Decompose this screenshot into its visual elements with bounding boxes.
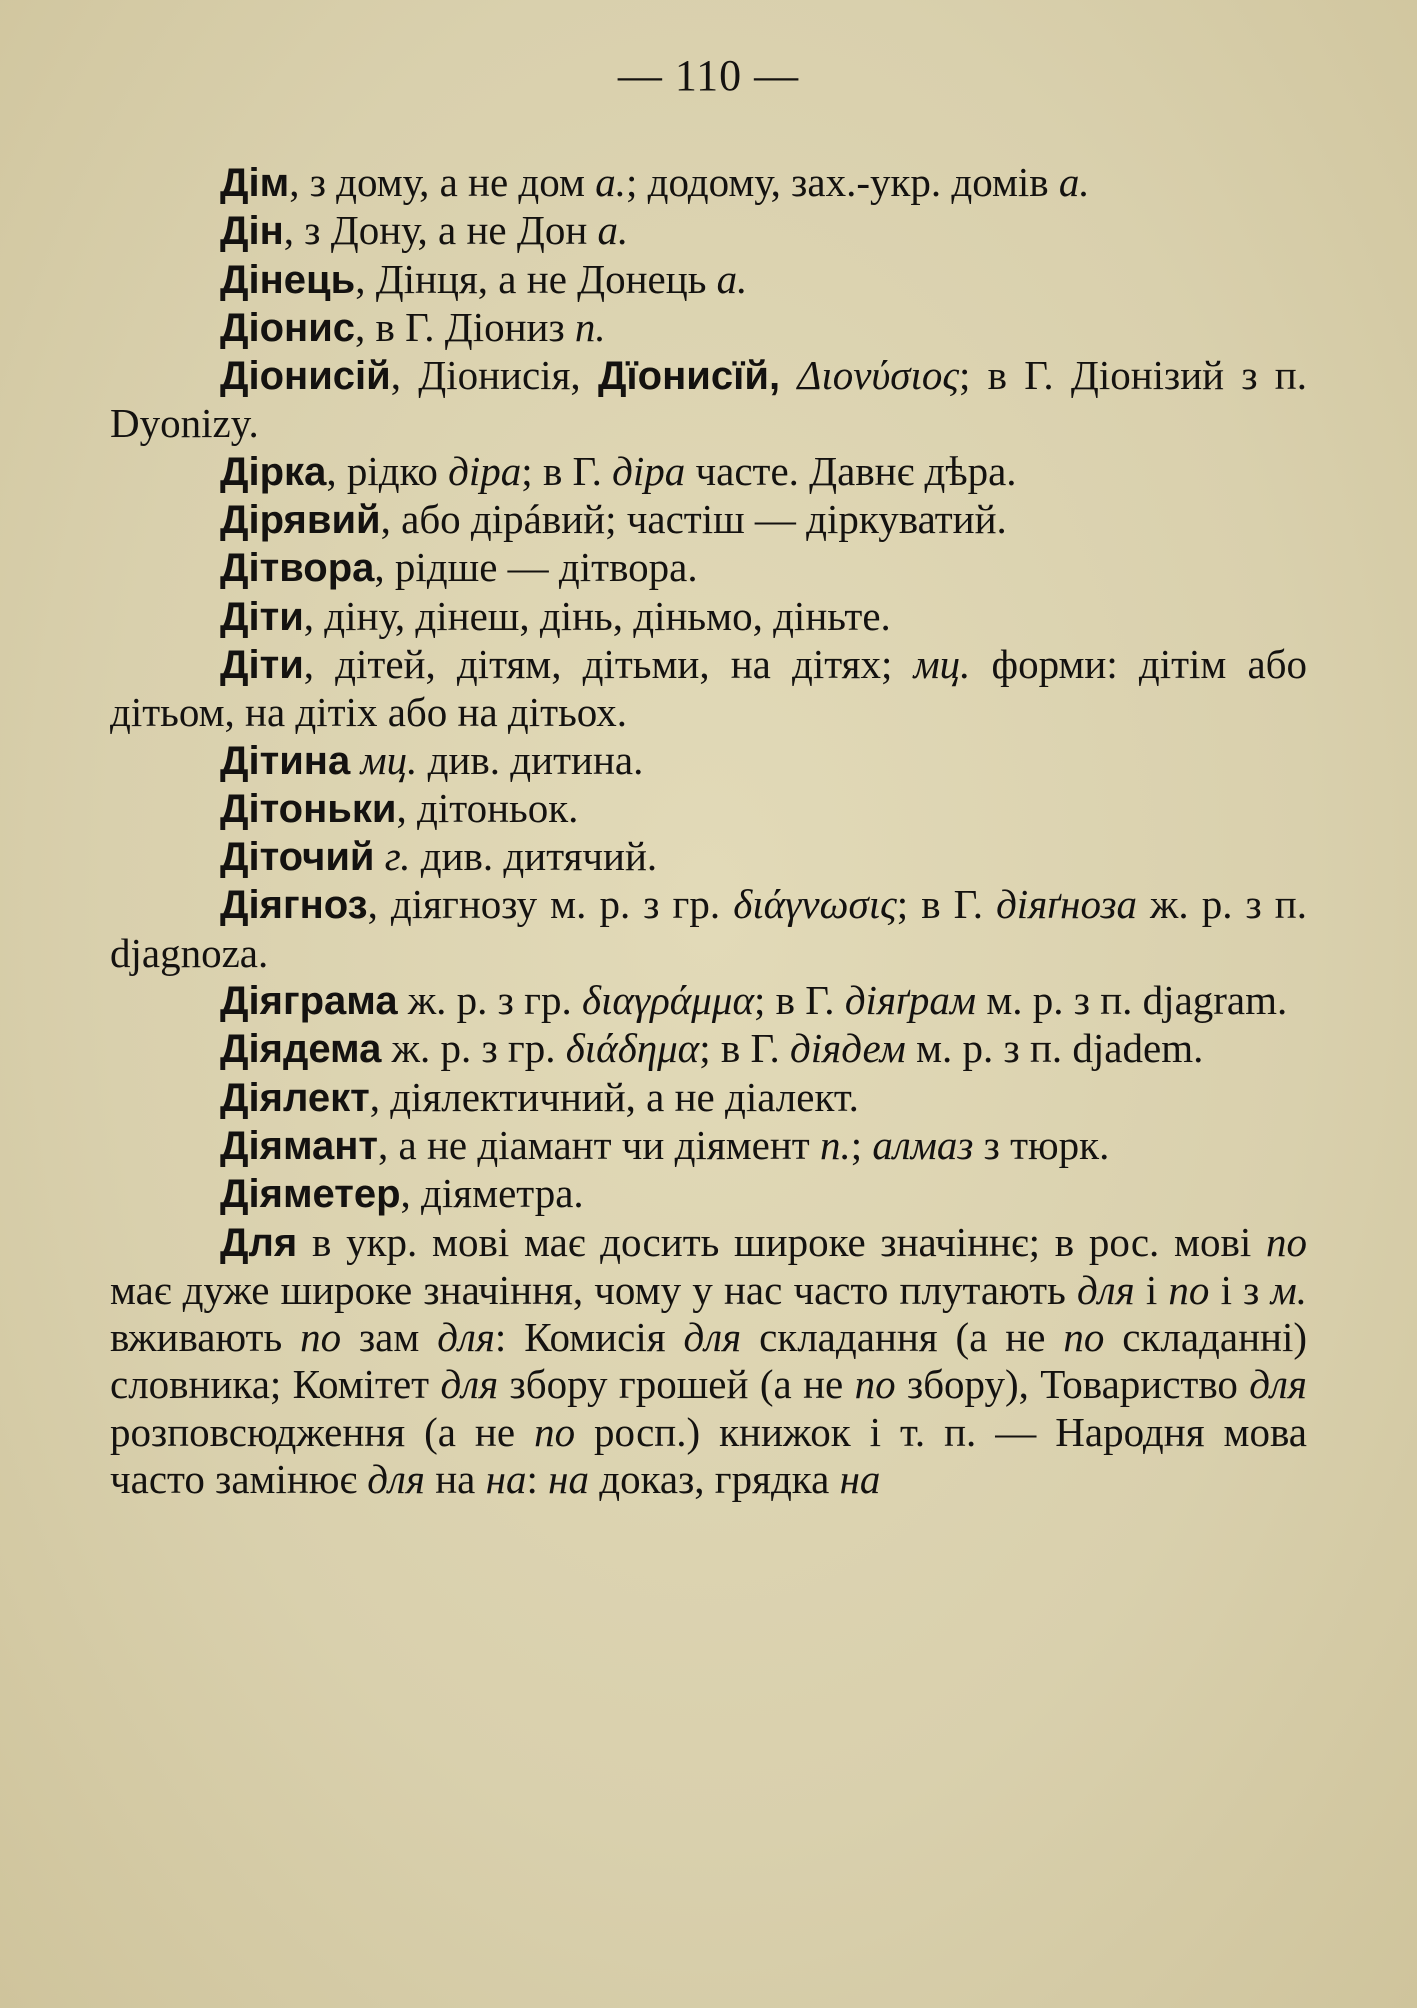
entry-text bbox=[780, 352, 797, 398]
entry-text: , з дому, а не дом bbox=[289, 159, 596, 205]
entry-text: доказ, грядка bbox=[588, 1456, 840, 1503]
italic-term: а. bbox=[1058, 159, 1090, 205]
dictionary-entry bbox=[110, 1170, 1307, 1218]
italic-term: для bbox=[683, 1314, 742, 1361]
entry-headword: Діти bbox=[220, 642, 304, 687]
entry-text: , дітей, дітям, дітьми, на дітях; bbox=[303, 640, 914, 687]
dictionary-entry bbox=[110, 593, 1307, 641]
entry-text: часте. Давнє дѣра. bbox=[685, 447, 1017, 494]
italic-term: п. bbox=[574, 303, 606, 350]
entry-text: , діялектичний, а не діалект. bbox=[369, 1073, 859, 1120]
entry-headword: Діонис bbox=[220, 305, 356, 350]
italic-term: по bbox=[534, 1408, 576, 1455]
dictionary-entry bbox=[110, 1074, 1307, 1122]
entry-text: ; в Г. bbox=[699, 1025, 791, 1072]
entry-headword: Дін bbox=[220, 209, 284, 254]
italic-term: діядем bbox=[790, 1025, 906, 1072]
dictionary-entry bbox=[110, 448, 1307, 496]
entry-text: , діяметра. bbox=[400, 1170, 584, 1217]
italic-term: діяґноза bbox=[996, 881, 1137, 928]
entry-text: складанні) словника; Комітет bbox=[110, 1314, 1308, 1408]
entry-text: ; в Г. Діонізий з п. Dyonizy. bbox=[110, 352, 1307, 447]
entry-text: див. дитячий. bbox=[410, 833, 658, 880]
italic-term: по bbox=[1168, 1266, 1210, 1313]
italic-term: для bbox=[440, 1361, 499, 1408]
dictionary-entry bbox=[110, 785, 1307, 833]
entry-text: ж. р. з гр. bbox=[381, 1025, 566, 1072]
entry-text: на bbox=[424, 1456, 486, 1503]
italic-term: διαγράμμα bbox=[581, 977, 754, 1024]
entry-text: ж. р. з гр. bbox=[397, 977, 582, 1024]
dictionary-entry bbox=[110, 1122, 1307, 1170]
entry-headword: Діонисій bbox=[220, 354, 391, 399]
italic-term: для bbox=[367, 1456, 425, 1503]
entry-text: в укр. мові має досить широке значіннє; в рос. мові bbox=[297, 1218, 1266, 1265]
italic-term: мц. bbox=[360, 736, 418, 783]
entry-text: має дуже широке значіння, чому у нас часто плутають bbox=[110, 1266, 1077, 1313]
entry-text: : Комисія bbox=[494, 1314, 684, 1361]
entry-headword: Дітина bbox=[220, 738, 351, 783]
bold-variant: Дїонисїй, bbox=[597, 354, 781, 399]
entry-text: вживають bbox=[110, 1314, 301, 1361]
dictionary-entry bbox=[110, 977, 1307, 1025]
entry-text: , Дінця, а не Донець bbox=[355, 255, 717, 302]
italic-term: а. bbox=[716, 255, 748, 302]
italic-term: по bbox=[1266, 1218, 1307, 1265]
italic-term: διάδημα bbox=[565, 1025, 700, 1072]
entry-text: , рідше — дітвора. bbox=[374, 544, 698, 591]
entry-text bbox=[375, 833, 385, 879]
italic-term: Διονύσιος bbox=[797, 352, 960, 399]
italic-term: по bbox=[1063, 1314, 1105, 1361]
italic-term: по bbox=[854, 1361, 896, 1408]
dictionary-entry bbox=[110, 833, 1307, 881]
entry-text: м. р. з п. djagram. bbox=[976, 977, 1288, 1024]
entry-headword: Дірка bbox=[220, 449, 327, 494]
page-number: — 110 — bbox=[617, 51, 800, 100]
entry-text: ; в Г. bbox=[896, 881, 997, 928]
dictionary-text bbox=[110, 159, 1307, 1503]
italic-term: п. bbox=[819, 1121, 851, 1168]
dictionary-entry bbox=[110, 881, 1307, 977]
entry-text: див. дитина. bbox=[417, 736, 644, 783]
dictionary-entry bbox=[110, 496, 1307, 544]
entry-text: форми: дітім або дітьом, на дітіх або на дітьох. bbox=[110, 640, 1308, 736]
dictionary-entry bbox=[110, 1025, 1307, 1073]
entry-text: збору грошей (а не bbox=[498, 1361, 855, 1408]
entry-text: м. р. з п. djadem. bbox=[905, 1025, 1204, 1072]
entry-headword: Діягноз bbox=[220, 883, 368, 928]
entry-text: складання (а не bbox=[741, 1314, 1064, 1361]
entry-text: ж. р. з п. djagnoza. bbox=[110, 881, 1307, 976]
italic-term: διάγνωσις bbox=[733, 881, 897, 928]
dictionary-entry bbox=[110, 256, 1307, 304]
italic-term: мц. bbox=[913, 640, 971, 687]
entry-headword: Діямант bbox=[220, 1123, 379, 1168]
italic-term: г. bbox=[384, 833, 411, 880]
entry-text: ; додому, зах.-укр. домів bbox=[625, 159, 1059, 205]
entry-text: з тюрк. bbox=[973, 1121, 1110, 1168]
entry-text: , а не діамант чи діямент bbox=[378, 1121, 820, 1168]
italic-term: для bbox=[1249, 1361, 1307, 1408]
entry-text: , дітоньок. bbox=[396, 784, 579, 831]
italic-term: а. bbox=[595, 159, 626, 205]
entry-text: , або дірáвий; частіш — діркуватий. bbox=[380, 496, 1007, 543]
entry-headword: Діточий bbox=[220, 835, 375, 880]
italic-term: м. bbox=[1270, 1266, 1307, 1313]
entry-text: , діну, дінеш, дінь, діньмо, діньте. bbox=[303, 592, 891, 639]
italic-term: діра bbox=[448, 447, 522, 494]
italic-term: на bbox=[839, 1456, 881, 1503]
dictionary-entry bbox=[110, 207, 1307, 255]
italic-term: для bbox=[437, 1314, 495, 1361]
entry-headword: Дітвора bbox=[220, 546, 375, 591]
entry-text: зам bbox=[341, 1314, 438, 1361]
dictionary-entry bbox=[110, 304, 1307, 352]
entry-text: розповсюдження (а не bbox=[110, 1408, 535, 1455]
entry-text: , в Г. Діониз bbox=[355, 303, 575, 350]
italic-term: для bbox=[1076, 1266, 1135, 1313]
entry-headword: Дірявий bbox=[220, 498, 381, 543]
italic-term: на bbox=[485, 1456, 527, 1503]
entry-text bbox=[350, 737, 360, 783]
entry-text: ; в Г. bbox=[521, 447, 613, 494]
entry-headword: Діялект bbox=[220, 1075, 370, 1120]
entry-text: , діягнозу м. р. з гр. bbox=[367, 881, 734, 928]
italic-term: на bbox=[548, 1456, 589, 1503]
entry-headword: Дім bbox=[220, 161, 290, 205]
entry-text: ; в Г. bbox=[753, 977, 845, 1024]
entry-text: збору), Товариство bbox=[895, 1361, 1250, 1408]
entry-headword: Діядема bbox=[220, 1027, 382, 1072]
entry-headword: Дінець bbox=[220, 257, 356, 302]
dictionary-entry bbox=[110, 1219, 1307, 1504]
dictionary-entry bbox=[110, 737, 1307, 785]
italic-term: по bbox=[300, 1314, 342, 1361]
entry-text: , Діонисія, bbox=[390, 352, 598, 399]
entry-text: : bbox=[526, 1456, 549, 1503]
entry-headword: Діти bbox=[220, 594, 304, 639]
entry-headword: Діяметер bbox=[220, 1172, 401, 1217]
entry-headword: Діяграма bbox=[220, 979, 398, 1024]
dictionary-entry bbox=[110, 352, 1307, 448]
entry-text: , з Дону, а не Дон bbox=[283, 207, 598, 254]
italic-term: а. bbox=[597, 207, 629, 254]
entry-text: , рідко bbox=[326, 447, 449, 494]
italic-term: діра bbox=[612, 447, 686, 494]
dictionary-entry bbox=[110, 641, 1307, 737]
entry-headword: Для bbox=[220, 1220, 298, 1265]
italic-term: алмаз bbox=[872, 1121, 974, 1168]
italic-term: діяґрам bbox=[844, 977, 977, 1024]
entry-text: і bbox=[1134, 1266, 1169, 1313]
dictionary-entry bbox=[110, 544, 1307, 592]
entry-text: росп.) книжок і т. п. — Народня мова часто замінює bbox=[110, 1408, 1308, 1503]
entry-text: ; bbox=[850, 1121, 873, 1168]
entry-headword: Дітоньки bbox=[220, 786, 397, 831]
dictionary-entry bbox=[110, 159, 1307, 207]
entry-text: і з bbox=[1209, 1266, 1271, 1313]
